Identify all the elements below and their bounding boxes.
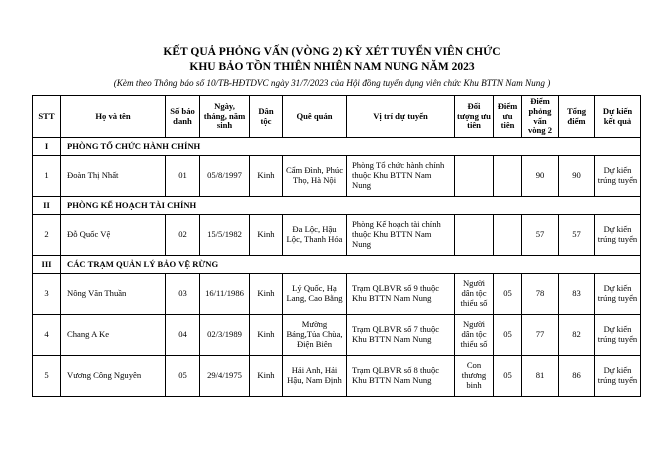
cell-sbd: 03 [166, 274, 200, 315]
cell-priority-points [494, 215, 522, 256]
cell-name: Nông Văn Thuần [61, 274, 166, 315]
section-numeral: II [33, 197, 61, 215]
cell-priority-subject: Người dân tộc thiểu số [455, 274, 494, 315]
cell-priority-subject: Người dân tộc thiểu số [455, 315, 494, 356]
header-position: Vị trí dự tuyển [347, 96, 455, 138]
cell-total: 86 [559, 356, 595, 397]
cell-total: 83 [559, 274, 595, 315]
header-ethnic: Dân tộc [250, 96, 283, 138]
cell-total: 82 [559, 315, 595, 356]
header-dob: Ngày, tháng, năm sinh [200, 96, 250, 138]
section-name: PHÒNG TỔ CHỨC HÀNH CHÍNH [61, 138, 641, 156]
cell-stt: 2 [33, 215, 61, 256]
header-total: Tổng điểm [559, 96, 595, 138]
cell-sbd: 04 [166, 315, 200, 356]
cell-hometown: Mường Báng,Tủa Chùa, Điện Biên [283, 315, 347, 356]
table-row [33, 274, 641, 315]
cell-interview-score: 81 [522, 356, 559, 397]
cell-position: Phòng Kế hoạch tài chính thuộc Khu BTTN Nam Nung [347, 215, 455, 256]
cell-sbd: 05 [166, 356, 200, 397]
cell-sbd: 01 [166, 156, 200, 197]
cell-dob: 15/5/1982 [200, 215, 250, 256]
table-row [33, 215, 641, 256]
header-priority-subject: Đối tượng ưu tiên [455, 96, 494, 138]
cell-expected: Dự kiến trúng tuyển [595, 215, 641, 256]
cell-name: Vương Công Nguyên [61, 356, 166, 397]
cell-position: Trạm QLBVR số 9 thuộc Khu BTTN Nam Nung [347, 274, 455, 315]
cell-sbd: 02 [166, 215, 200, 256]
cell-total: 57 [559, 215, 595, 256]
header-expected: Dự kiến kết quả [595, 96, 641, 138]
section-row [33, 197, 641, 215]
cell-expected: Dự kiến trúng tuyển [595, 356, 641, 397]
cell-ethnic: Kinh [250, 156, 283, 197]
cell-interview-score: 78 [522, 274, 559, 315]
results-table [32, 95, 641, 397]
cell-ethnic: Kinh [250, 356, 283, 397]
section-numeral: III [33, 256, 61, 274]
cell-name: Chang A Ke [61, 315, 166, 356]
cell-name: Đỗ Quốc Vệ [61, 215, 166, 256]
cell-stt: 1 [33, 156, 61, 197]
cell-interview-score: 77 [522, 315, 559, 356]
header-hometown: Quê quán [283, 96, 347, 138]
document-subtitle: (Kèm theo Thông báo số 10/TB-HĐTDVC ngày 31/7/2023 của Hội đồng tuyển dụng viên chức Khu BTTN Nam Nung ) [113, 78, 551, 88]
cell-position: Trạm QLBVR số 8 thuộc Khu BTTN Nam Nung [347, 356, 455, 397]
cell-dob: 05/8/1997 [200, 156, 250, 197]
section-name: PHÒNG KẾ HOẠCH TÀI CHÍNH [61, 197, 641, 215]
section-name: CÁC TRẠM QUẢN LÝ BẢO VỆ RỪNG [61, 256, 641, 274]
table-row [33, 356, 641, 397]
cell-hometown: Đa Lộc, Hậu Lộc, Thanh Hóa [283, 215, 347, 256]
cell-stt: 4 [33, 315, 61, 356]
cell-hometown: Cẩm Đình, Phúc Thọ, Hà Nội [283, 156, 347, 197]
section-row [33, 256, 641, 274]
cell-position: Phòng Tổ chức hành chính thuộc Khu BTTN Nam Nung [347, 156, 455, 197]
header-stt: STT [33, 96, 61, 138]
header-priority-points: Điểm ưu tiên [494, 96, 522, 138]
document-title-line2: KHU BẢO TỒN THIÊN NHIÊN NAM NUNG NĂM 2023 [189, 61, 475, 73]
header-name: Họ và tên [61, 96, 166, 138]
cell-priority-points: 05 [494, 274, 522, 315]
cell-expected: Dự kiến trúng tuyển [595, 274, 641, 315]
cell-position: Trạm QLBVR số 7 thuộc Khu BTTN Nam Nung [347, 315, 455, 356]
cell-priority-points: 05 [494, 356, 522, 397]
cell-dob: 02/3/1989 [200, 315, 250, 356]
cell-hometown: Hải Anh, Hải Hậu, Nam Định [283, 356, 347, 397]
section-row [33, 138, 641, 156]
cell-dob: 16/11/1986 [200, 274, 250, 315]
cell-priority-subject [455, 156, 494, 197]
table-header-row [33, 96, 641, 138]
table-row [33, 156, 641, 197]
cell-interview-score: 90 [522, 156, 559, 197]
document-title: KẾT QUẢ PHỎNG VẤN (VÒNG 2) KỲ XÉT TUYỂN VIÊN CHỨC [163, 46, 501, 58]
cell-priority-points: 05 [494, 315, 522, 356]
cell-hometown: Lý Quốc, Hạ Lang, Cao Bằng [283, 274, 347, 315]
cell-interview-score: 57 [522, 215, 559, 256]
cell-priority-subject: Con thương binh [455, 356, 494, 397]
cell-total: 90 [559, 156, 595, 197]
cell-stt: 3 [33, 274, 61, 315]
header-sbd: Số báo danh [166, 96, 200, 138]
table-row [33, 315, 641, 356]
cell-priority-points [494, 156, 522, 197]
cell-name: Đoàn Thị Nhất [61, 156, 166, 197]
cell-expected: Dự kiến trúng tuyển [595, 156, 641, 197]
cell-dob: 29/4/1975 [200, 356, 250, 397]
section-numeral: I [33, 138, 61, 156]
header-interview-score: Điểm phỏng vấn vòng 2 [522, 96, 559, 138]
cell-expected: Dự kiến trúng tuyển [595, 315, 641, 356]
cell-ethnic: Kinh [250, 315, 283, 356]
cell-ethnic: Kinh [250, 215, 283, 256]
cell-priority-subject [455, 215, 494, 256]
cell-ethnic: Kinh [250, 274, 283, 315]
cell-stt: 5 [33, 356, 61, 397]
